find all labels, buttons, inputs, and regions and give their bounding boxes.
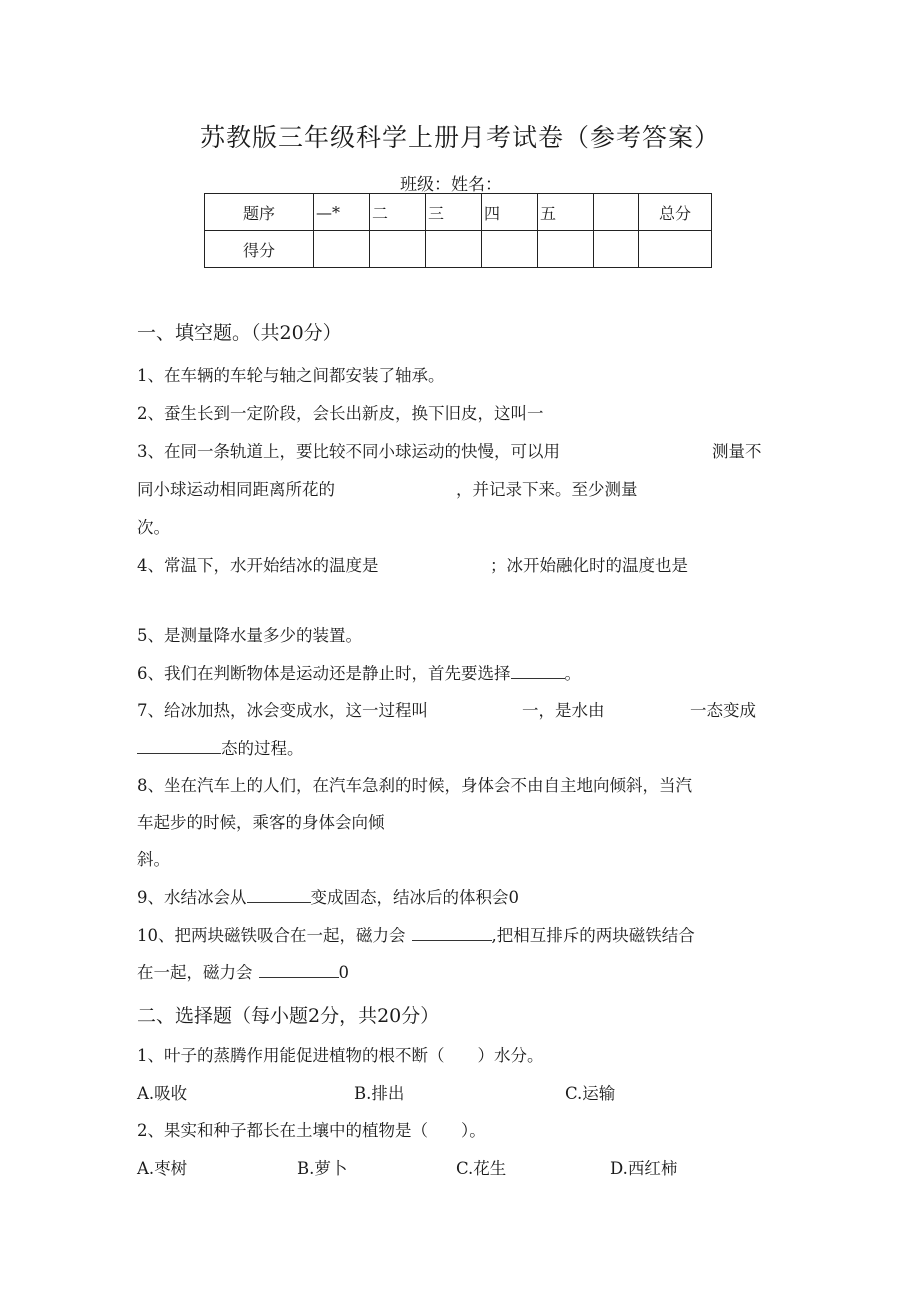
option-b: B.萝卜	[297, 1159, 348, 1178]
page-title: 苏教版三年级科学上册月考试卷（参考答案）	[199, 123, 720, 152]
section-heading: 二、选择题（每小题2分，共20分）	[137, 1005, 440, 1027]
question-10-text: 10、把两块磁铁吸合在一起，磁力会	[137, 926, 406, 945]
table-cell	[594, 194, 639, 231]
table-cell	[538, 231, 594, 268]
answer-blank	[412, 926, 492, 941]
answer-blank	[247, 888, 311, 903]
choice-question-1: 1、叶子的蒸腾作用能促进植物的根不断（ ）水分。	[137, 1046, 544, 1065]
table-cell: 三	[426, 194, 482, 231]
table-cell: 五	[538, 194, 594, 231]
option-c: C.运输	[565, 1084, 616, 1103]
question-3-text: 测量不	[712, 442, 762, 461]
question-9-text: 9、水结冰会从	[137, 888, 247, 907]
question-7-text: 一，是水由	[522, 701, 605, 720]
question-7-text	[137, 735, 304, 759]
question-5: 5、是测量降水量多少的装置。	[137, 626, 362, 645]
option-b: B.排出	[354, 1084, 405, 1103]
table-cell: 得分	[205, 231, 314, 268]
option-a: A.枣树	[137, 1159, 188, 1178]
choice-question-2: 2、果实和种子都长在土壤中的植物是（ ）。	[137, 1121, 486, 1140]
table-cell	[639, 231, 712, 268]
table-cell	[426, 231, 482, 268]
score-table	[204, 193, 712, 268]
answer-blank	[511, 664, 565, 679]
question-6-end: 。	[564, 664, 581, 683]
question-3-text: ，并记录下来。至少测量	[456, 480, 638, 499]
question-7-text: 一态变成	[690, 701, 756, 720]
question-3-text: 同小球运动相同距离所花的	[137, 480, 335, 499]
question-3: 3、在同一条轨道上，要比较不同小球运动的快慢，可以用	[137, 442, 560, 461]
question-4: 4、常温下，水开始结冰的温度是	[137, 556, 379, 575]
table-cell	[314, 231, 370, 268]
table-row	[205, 231, 712, 268]
question-1: 1、在车辆的车轮与轴之间都安装了轴承。	[137, 366, 445, 385]
question-7-end: 态的过程。	[221, 739, 304, 758]
table-cell: 总分	[639, 194, 712, 231]
option-a: A.吸收	[137, 1084, 188, 1103]
question-10	[137, 922, 695, 946]
table-cell: 题序	[205, 194, 314, 231]
question-8-text: 车起步的时候，乘客的身体会向倾	[137, 813, 385, 832]
question-9-end: 变成固态，结冰后的体积会0	[310, 888, 519, 907]
table-cell	[482, 231, 538, 268]
table-row	[205, 194, 712, 231]
question-8: 8、坐在汽车上的人们，在汽车急刹的时候，身体会不由自主地向倾斜，当汽	[137, 776, 692, 795]
table-cell: 二	[370, 194, 426, 231]
question-8-text: 斜。	[137, 850, 170, 869]
question-2: 2、蚕生长到一定阶段，会长出新皮，换下旧皮，这叫一	[137, 404, 544, 423]
table-cell	[594, 231, 639, 268]
question-6-text: 6、我们在判断物体是运动还是静止时，首先要选择	[137, 664, 511, 683]
table-cell: —*	[314, 194, 370, 231]
table-cell: 四	[482, 194, 538, 231]
question-6	[137, 660, 581, 684]
question-10-text: ,把相互排斥的两块磁铁结合	[491, 926, 695, 945]
option-d: D.西红柿	[610, 1159, 678, 1178]
question-7: 7、给冰加热，冰会变成水，这一过程叫	[137, 701, 428, 720]
question-3-text: 次。	[137, 518, 170, 537]
section-heading: 一、填空题。（共20分）	[137, 322, 342, 344]
class-name-line: 班级：姓名：	[400, 175, 502, 195]
option-c: C.花生	[456, 1159, 507, 1178]
question-10-text: 在一起，磁力会	[137, 963, 253, 982]
question-10-text	[137, 959, 349, 983]
answer-blank	[137, 739, 221, 754]
question-9	[137, 884, 519, 908]
question-10-end: 0	[338, 963, 349, 982]
question-4-text: ；冰开始融化时的温度也是	[490, 556, 688, 575]
answer-blank	[259, 963, 339, 978]
table-cell	[370, 231, 426, 268]
